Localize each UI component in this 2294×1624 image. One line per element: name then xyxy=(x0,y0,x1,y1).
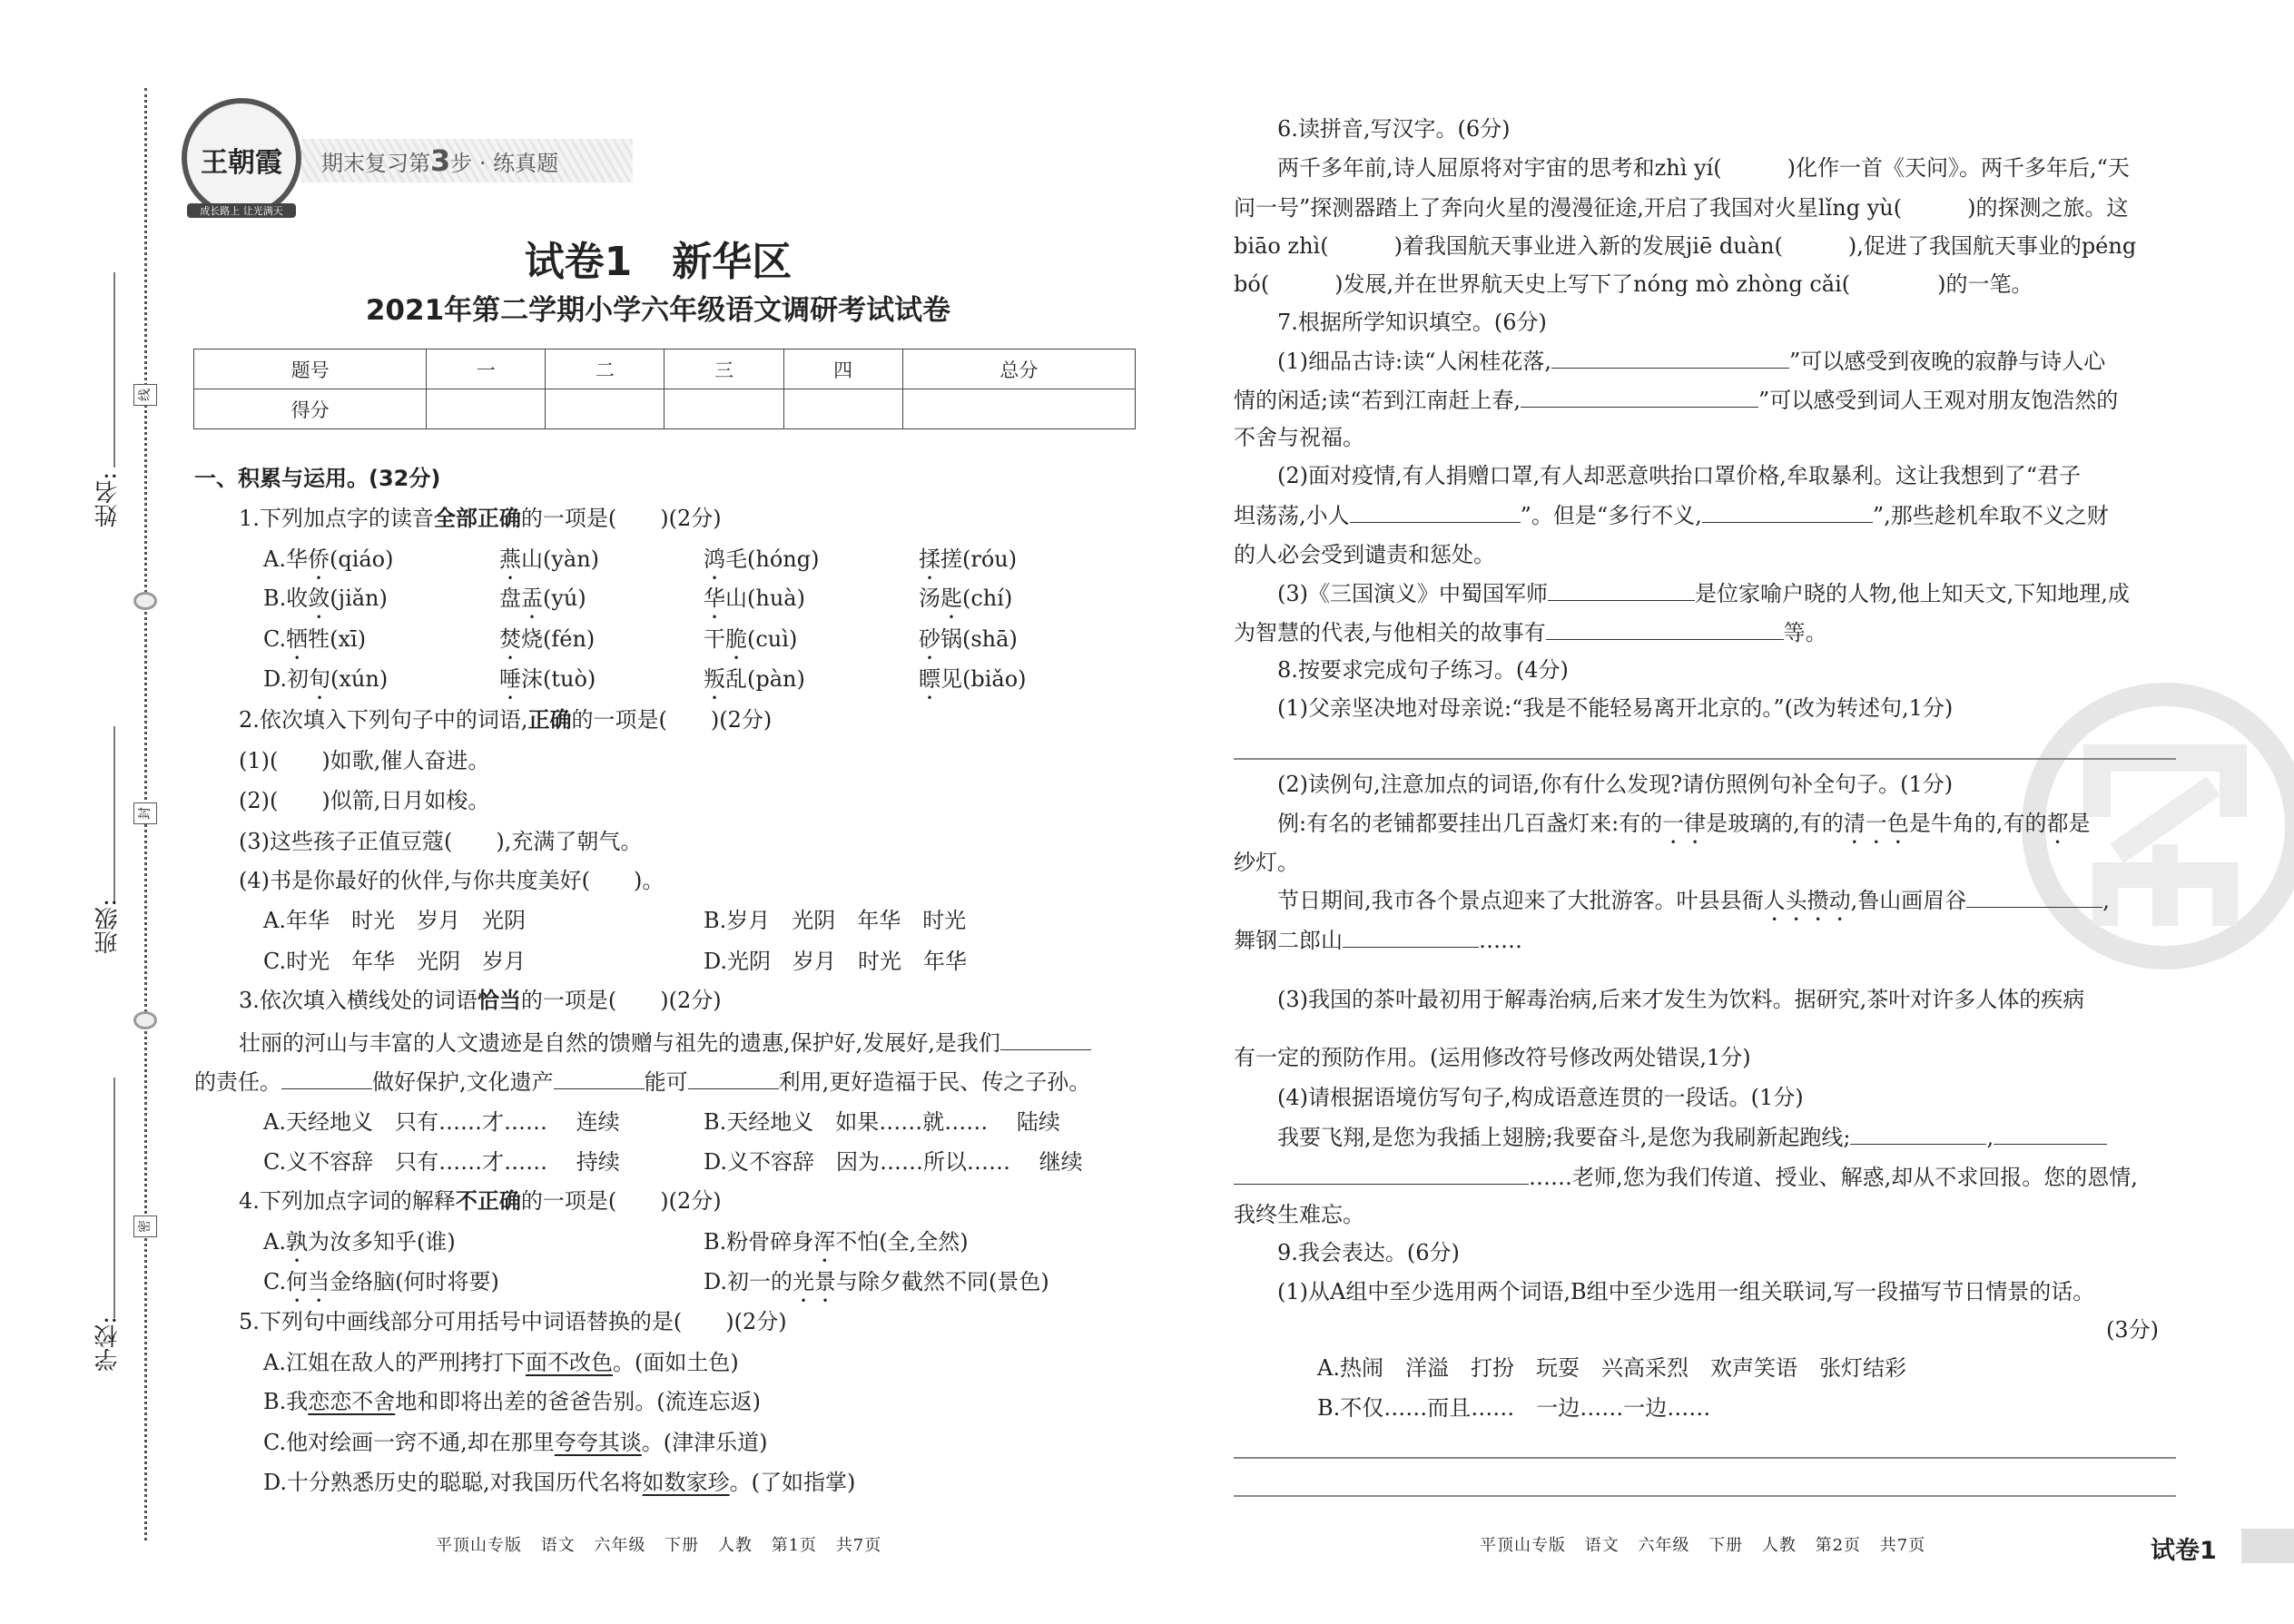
score-cell[interactable] xyxy=(902,389,1135,429)
option-d-word: D.初旬(xún) xyxy=(263,666,389,692)
option-b-word: 汤匙(chí) xyxy=(919,586,1013,611)
option-d[interactable]: D.光阴 岁月 时光 年华 xyxy=(704,949,968,974)
option-a-word: A.华侨(qiáo) xyxy=(263,546,394,572)
option-a-word: 揉搓(róu) xyxy=(919,546,1018,572)
option-a[interactable]: A.孰为汝多知乎(谁) xyxy=(263,1229,456,1255)
question-7-1: 情的闲适;读“若到江南赶上春, ”可以感受到词人王观对朋友饱浩然的 xyxy=(1234,384,2118,416)
score-cell[interactable] xyxy=(665,389,783,429)
option-a[interactable]: A.天经地义 只有……才…… 连续 xyxy=(263,1109,620,1135)
seal-mark: 线 xyxy=(133,384,157,406)
footer-left: 平顶山专版 语文 六年级 下册 人教 第1页 共7页 xyxy=(436,1536,882,1555)
option-b[interactable]: B.粉骨碎身浑不怕(全,全然) xyxy=(704,1229,969,1255)
banner-text: 期末复习第 xyxy=(321,151,430,176)
option-c-word: 干脆(cuì) xyxy=(704,626,798,652)
class-line xyxy=(113,726,115,903)
question-8-4: (4)请根据语境仿写句子,构成语意连贯的一段话。(1分) xyxy=(1277,1085,1804,1110)
option-b-word: B.收敛(jiǎn) xyxy=(263,586,388,611)
option-d-word: 瞟见(biǎo) xyxy=(919,666,1027,692)
question-7-2: 的人必会受到谴责和惩处。 xyxy=(1234,542,1495,567)
option-c[interactable]: C.他对绘画一窍不通,却在那里夸夸其谈。(津津乐道) xyxy=(263,1430,768,1455)
example-sentence: 纱灯。 xyxy=(1234,850,1299,875)
option-b-word: 盘盂(yú) xyxy=(499,586,586,611)
option-b[interactable]: B.天经地义 如果……就…… 陆续 xyxy=(704,1109,1060,1135)
question-8: 8.按要求完成句子练习。(4分) xyxy=(1277,657,1569,683)
option-a-word: 鸿毛(hóng) xyxy=(704,546,820,572)
question-7-2: 坦荡荡,小人 ”。但是“多行不义, ”,那些趁机牟取不义之财 xyxy=(1234,499,2109,531)
seal-mark: 密 xyxy=(133,1216,157,1237)
score-header: 题号 xyxy=(194,349,427,389)
option-c[interactable]: C.何当金络脑(何时将要) xyxy=(263,1269,499,1294)
blank[interactable] xyxy=(688,1066,779,1089)
question-2-item: (2)( )似箭,日月如梭。 xyxy=(239,788,490,813)
question-1: 1.下列加点字的读音全部正确的一项是( )(2分) xyxy=(239,506,722,531)
answer-line[interactable] xyxy=(1234,1457,2176,1459)
option-a[interactable]: A.年华 时光 岁月 光阴 xyxy=(263,908,526,933)
blank[interactable] xyxy=(554,1066,645,1089)
word-group-a: A.热闹 洋溢 打扮 玩耍 兴高采烈 欢声笑语 张灯结彩 xyxy=(1317,1355,1906,1381)
question-6-text: 两千多年前,诗人屈原将对宇宙的思考和zhì yí( )化作一首《天问》。两千多年后,“天 xyxy=(1277,155,2130,181)
page-tab-label: 试卷1 xyxy=(2151,1537,2217,1565)
blank[interactable] xyxy=(1966,884,2102,908)
question-9-1: (1)从A组中至少选用两个词语,B组中至少选用一组关联词,写一段描写节日情景的话。 xyxy=(1277,1279,2095,1304)
option-c[interactable]: C.时光 年华 光阴 岁月 xyxy=(263,949,527,974)
option-d-word: 叛乱(pàn) xyxy=(704,666,805,692)
question-8-4-text: 我要飞翔,是您为我插上翅膀;我要奋斗,是您为我刷新起跑线; , xyxy=(1277,1121,2107,1153)
blank[interactable] xyxy=(1234,1161,1529,1185)
example-sentence: 例:有名的老铺都要挂出几百盏灯来:有的一律是玻璃的,有的清一色是牛角的,有的都是 xyxy=(1277,811,2091,836)
school-label: 学校: xyxy=(94,1316,122,1372)
option-d[interactable]: D.义不容辞 因为……所以…… 继续 xyxy=(704,1149,1083,1175)
question-6-text: biāo zhì( )着我国航天事业进入新的发展jiē duàn( ),促进了我国航天事业的péng xyxy=(1234,233,2137,259)
page-subtitle: 2021年第二学期小学六年级语文调研考试试卷 xyxy=(365,294,951,327)
score-header: 四 xyxy=(783,349,902,389)
option-c-word: 焚烧(fén) xyxy=(499,626,596,652)
question-9-score: (3分) xyxy=(2106,1317,2159,1343)
question-8-2: (2)读例句,注意加点的词语,你有什么发现?请仿照例句补全句子。(1分) xyxy=(1277,772,1954,797)
score-header: 一 xyxy=(427,349,546,389)
question-3-passage: 的责任。 做好保护,文化遗产 能可 利用,更好造福于民、传之子孙。 xyxy=(194,1066,1090,1097)
banner-step: 3 xyxy=(430,143,451,178)
blank[interactable] xyxy=(1994,1121,2107,1145)
score-header: 二 xyxy=(546,349,665,389)
question-7-2: (2)面对疫情,有人捐赠口罩,有人却恶意哄抬口罩价格,牟取暴利。这让我想到了“君子 xyxy=(1277,463,2082,488)
option-d[interactable]: D.初一的光景与除夕截然不同(景色) xyxy=(704,1269,1049,1294)
question-7-3: 为智慧的代表,与他相关的故事有 等。 xyxy=(1234,616,1827,648)
section-heading: 一、积累与运用。(32分) xyxy=(194,466,441,491)
blank[interactable] xyxy=(1850,1121,1986,1145)
score-header: 总分 xyxy=(902,349,1135,389)
score-cell[interactable] xyxy=(427,389,546,429)
answer-line[interactable] xyxy=(1234,758,2176,760)
logo xyxy=(182,98,301,218)
page-tab xyxy=(2114,1529,2294,1563)
blank[interactable] xyxy=(281,1066,372,1089)
question-2: 2.依次填入下列句子中的词语,正确的一项是( )(2分) xyxy=(239,707,773,733)
question-2-item: (3)这些孩子正值豆蔻( ),充满了朝气。 xyxy=(239,829,643,854)
question-4: 4.下列加点字词的解释不正确的一项是( )(2分) xyxy=(239,1188,722,1214)
option-b-word: 华山(huà) xyxy=(704,586,805,611)
question-7: 7.根据所学知识填空。(6分) xyxy=(1277,310,1547,335)
question-3-passage: 壮丽的河山与丰富的人文遗迹是自然的馈赠与祖先的遗惠,保护好,发展好,是我们 xyxy=(239,1027,1091,1058)
score-row-label: 得分 xyxy=(194,389,427,429)
option-b[interactable]: B.岁月 光阴 年华 时光 xyxy=(704,908,967,933)
option-a-word: 燕山(yàn) xyxy=(499,546,600,572)
blank[interactable] xyxy=(1551,345,1789,369)
logo-text: 王朝霞 xyxy=(201,147,282,179)
blank[interactable] xyxy=(1350,499,1521,523)
answer-line[interactable] xyxy=(1234,1495,2176,1497)
option-a[interactable]: A.江姐在敌人的严刑拷打下面不改色。(面如土色) xyxy=(263,1350,739,1375)
question-2-item: (4)书是你最好的伙伴,与你共度美好( )。 xyxy=(239,868,665,893)
section-banner xyxy=(301,139,633,182)
question-8-1: (1)父亲坚决地对母亲说:“我是不能轻易离开北京的。”(改为转述句,1分) xyxy=(1277,695,1954,721)
question-8-2-text: 舞钢二郎山 …… xyxy=(1234,924,1522,956)
question-2-item: (1)( )如歌,催人奋进。 xyxy=(239,748,490,773)
question-6-text: 问一号”探测器踏上了奔向火星的漫漫征途,开启了我国对火星lǐng yù( )的探测之旅。这 xyxy=(1234,195,2129,221)
option-b[interactable]: B.我恋恋不舍地和即将出差的爸爸告别。(流连忘返) xyxy=(263,1389,761,1414)
option-c[interactable]: C.义不容辞 只有……才…… 持续 xyxy=(263,1149,620,1175)
question-8-3: 有一定的预防作用。(运用修改符号修改两处错误,1分) xyxy=(1234,1045,1751,1070)
question-8-3: (3)我国的茶叶最初用于解毒治病,后来才发生为饮料。据研究,茶叶对许多人体的疾病 xyxy=(1277,987,2085,1012)
question-8-2-text: 节日期间,我市各个景点迎来了大批游客。叶县县衙人头攒动,鲁山画眉谷 , xyxy=(1277,884,2110,926)
question-3: 3.依次填入横线处的词语恰当的一项是( )(2分) xyxy=(239,988,722,1013)
question-8-4-text: ……老师,您为我们传道、授业、解惑,却从不求回报。您的恩情, xyxy=(1234,1161,2138,1193)
question-9: 9.我会表达。(6分) xyxy=(1277,1240,1460,1265)
blank[interactable] xyxy=(1343,924,1479,948)
question-5: 5.下列句中画线部分可用括号中词语替换的是( )(2分) xyxy=(239,1309,787,1334)
question-8-4-text: 我终生难忘。 xyxy=(1234,1202,1364,1227)
option-d-word: 唾沫(tuò) xyxy=(499,666,596,692)
knot-icon xyxy=(133,592,157,610)
word-group-b: B.不仅……而且…… 一边……一边…… xyxy=(1317,1395,1711,1421)
question-7-1: (1)细品古诗:读“人闲桂花落, ”可以感受到夜晚的寂静与诗人心 xyxy=(1277,345,2105,377)
knot-icon xyxy=(133,1011,157,1029)
score-table xyxy=(193,349,1136,429)
class-label: 班级: xyxy=(94,899,122,954)
question-6: 6.读拼音,写汉字。(6分) xyxy=(1277,116,1511,142)
banner-text: 步 · 练真题 xyxy=(450,151,559,176)
blank[interactable] xyxy=(1521,384,1758,408)
option-c-word: C.牺牲(xī) xyxy=(263,626,367,652)
blank[interactable] xyxy=(1702,499,1873,523)
score-cell[interactable] xyxy=(546,389,665,429)
blank[interactable] xyxy=(1548,577,1695,601)
seal-mark: 封 xyxy=(133,802,157,824)
school-line xyxy=(113,1078,115,1318)
option-d[interactable]: D.十分熟悉历史的聪聪,对我国历代名将如数家珍。(了如指掌) xyxy=(263,1470,856,1495)
page-title: 试卷1 新华区 xyxy=(524,239,793,285)
question-7-3: (3)《三国演义》中蜀国军师 是位家喻户晓的人物,他上知天文,下知地理,成 xyxy=(1277,577,2130,609)
blank[interactable] xyxy=(1546,616,1784,640)
score-cell[interactable] xyxy=(783,389,902,429)
option-c-word: 砂锅(shā) xyxy=(919,626,1018,652)
blank[interactable] xyxy=(1000,1027,1091,1050)
question-7-1: 不舍与祝福。 xyxy=(1234,425,1364,450)
name-label: 姓名: xyxy=(94,472,122,527)
logo-motto: 成长路上 让光满天 xyxy=(187,203,296,218)
footer-right: 平顶山专版 语文 六年级 下册 人教 第2页 共7页 xyxy=(1480,1536,1926,1555)
question-6-text: bó( )发展,并在世界航天史上写下了nóng mò zhòng cǎi( )的一笔。 xyxy=(1234,271,2033,297)
score-header: 三 xyxy=(665,349,783,389)
